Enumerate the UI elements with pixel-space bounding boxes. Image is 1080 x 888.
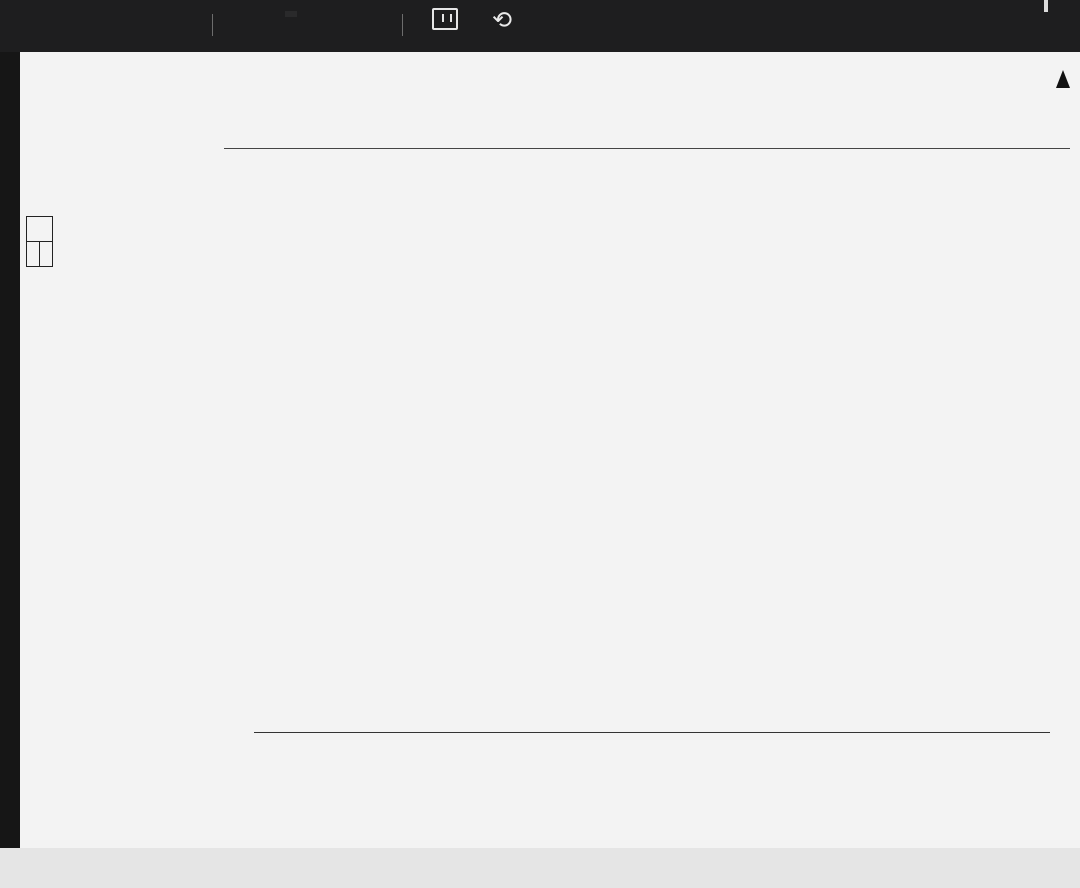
toolbar-divider: [402, 14, 403, 36]
column-header-wavelength: [27, 242, 40, 267]
zoom-level-input[interactable]: [285, 11, 297, 17]
pdf-toolbar: [0, 0, 1080, 52]
column-header-intensity: [40, 242, 53, 267]
pdf-page: [20, 52, 1080, 848]
table-caption: [27, 217, 53, 242]
fit-page-icon[interactable]: [432, 8, 458, 30]
graph-grid: [316, 148, 1046, 644]
spectrum-table: [26, 216, 53, 267]
answer-line: [254, 732, 1050, 733]
mouse-cursor-icon: [1056, 70, 1070, 88]
more-options-icon[interactable]: [1044, 0, 1048, 12]
question-12: [32, 84, 1062, 106]
toolbar-divider: [212, 14, 213, 36]
rotate-icon[interactable]: ⟲: [491, 6, 513, 34]
bottom-bar: [0, 848, 1080, 888]
